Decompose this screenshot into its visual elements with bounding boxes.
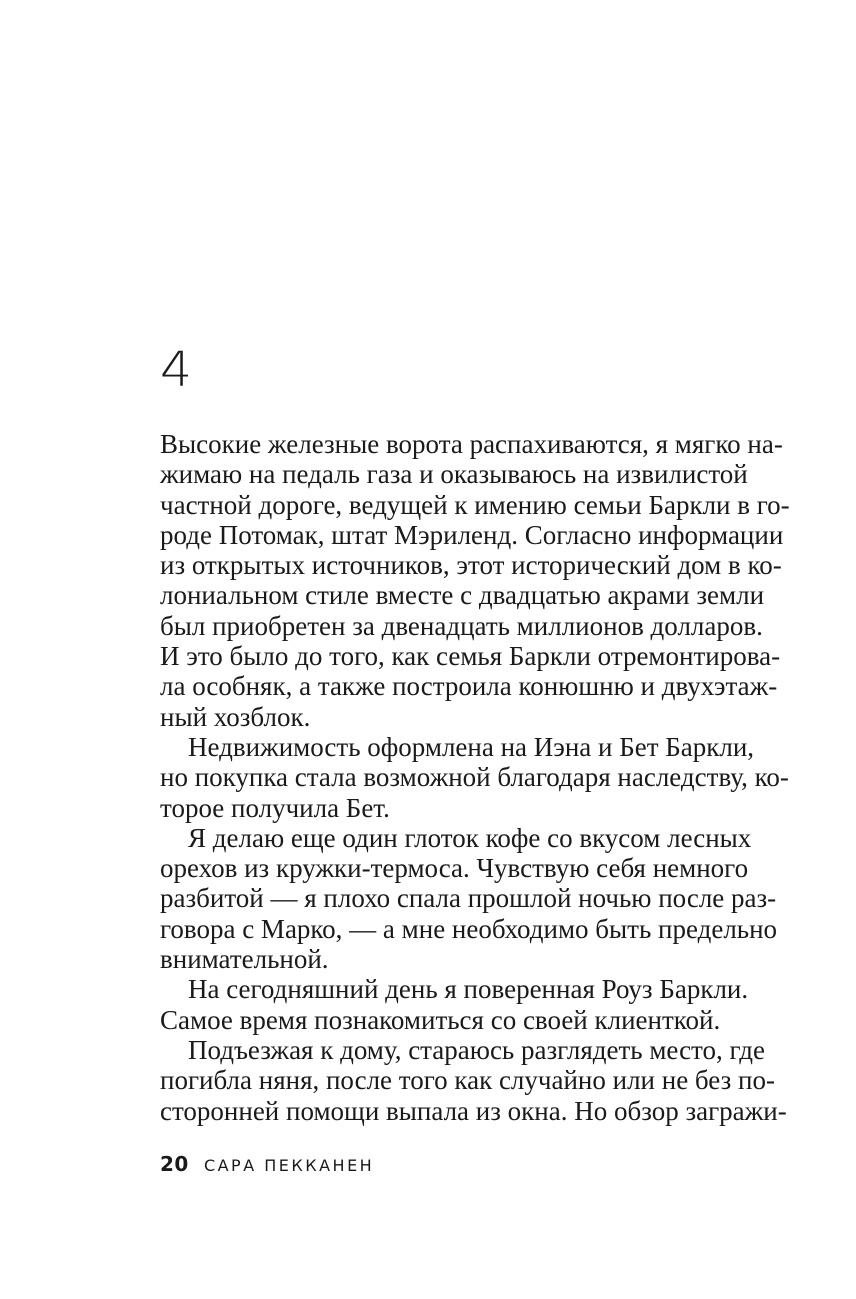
text-line: но покупка стала возможной благодаря наследству, ко- — [160, 762, 789, 793]
paragraph — [160, 1034, 787, 1126]
text-line: внимательной. — [160, 944, 329, 975]
text-line: жимаю на педаль газа и оказываюсь на извилистой — [160, 459, 748, 490]
text-line: из открытых источников, этот исторический дом в ко- — [160, 550, 782, 581]
text-line: лониальном стиле вместе с двадцатью акрами земли — [160, 580, 765, 611]
text-line: Подъезжая к дому, стараюсь разглядеть место, где — [188, 1034, 765, 1065]
text-line: Я делаю еще один глоток кофе со вкусом лесных — [188, 822, 752, 853]
text-line: погибла няня, после того как случайно или не без по- — [160, 1065, 775, 1096]
text-line: разбитой — я плохо спала прошлой ночью после раз- — [160, 883, 777, 914]
paragraph — [160, 429, 790, 732]
text-line: ный хозблок. — [160, 701, 311, 732]
text-line: Недвижимость оформлена на Иэна и Бет Баркли, — [188, 731, 755, 762]
text-line: Самое время познакомиться со своей клиенткой. — [160, 1004, 721, 1035]
chapter-number: 4 — [160, 342, 193, 398]
paragraph — [160, 974, 749, 1035]
text-line: роде Потомак, штат Мэриленд. Согласно информации — [160, 519, 784, 550]
text-line: был приобретен за двенадцать миллионов долларов. — [160, 610, 763, 641]
paragraph — [160, 822, 778, 975]
text-line: орехов из кружки-термоса. Чувствую себя немного — [160, 853, 749, 884]
text-line: сторонней помощи выпала из окна. Но обзор загражи- — [160, 1095, 787, 1126]
text-line: говора с Марко, — а мне необходимо быть предельно — [160, 913, 778, 944]
paragraph — [160, 731, 789, 823]
text-line: На сегодняшний день я поверенная Роуз Баркли. — [188, 974, 749, 1005]
text-line: частной дороге, ведущей к имению семьи Баркли в го- — [160, 489, 790, 520]
page-number: 20 — [160, 1152, 189, 1176]
text-line: торое получила Бет. — [160, 792, 390, 823]
text-line: ла особняк, а также построила конюшню и двухэтаж- — [160, 671, 778, 702]
running-header-author: САРА ПЕККАНЕН — [203, 1156, 375, 1175]
page-footer — [160, 1152, 374, 1176]
text-line: Высокие железные ворота распахиваются, я мягко на- — [160, 429, 783, 459]
text-line: И это было до того, как семья Баркли отремонтирова- — [160, 641, 781, 672]
body-text — [160, 429, 790, 1126]
